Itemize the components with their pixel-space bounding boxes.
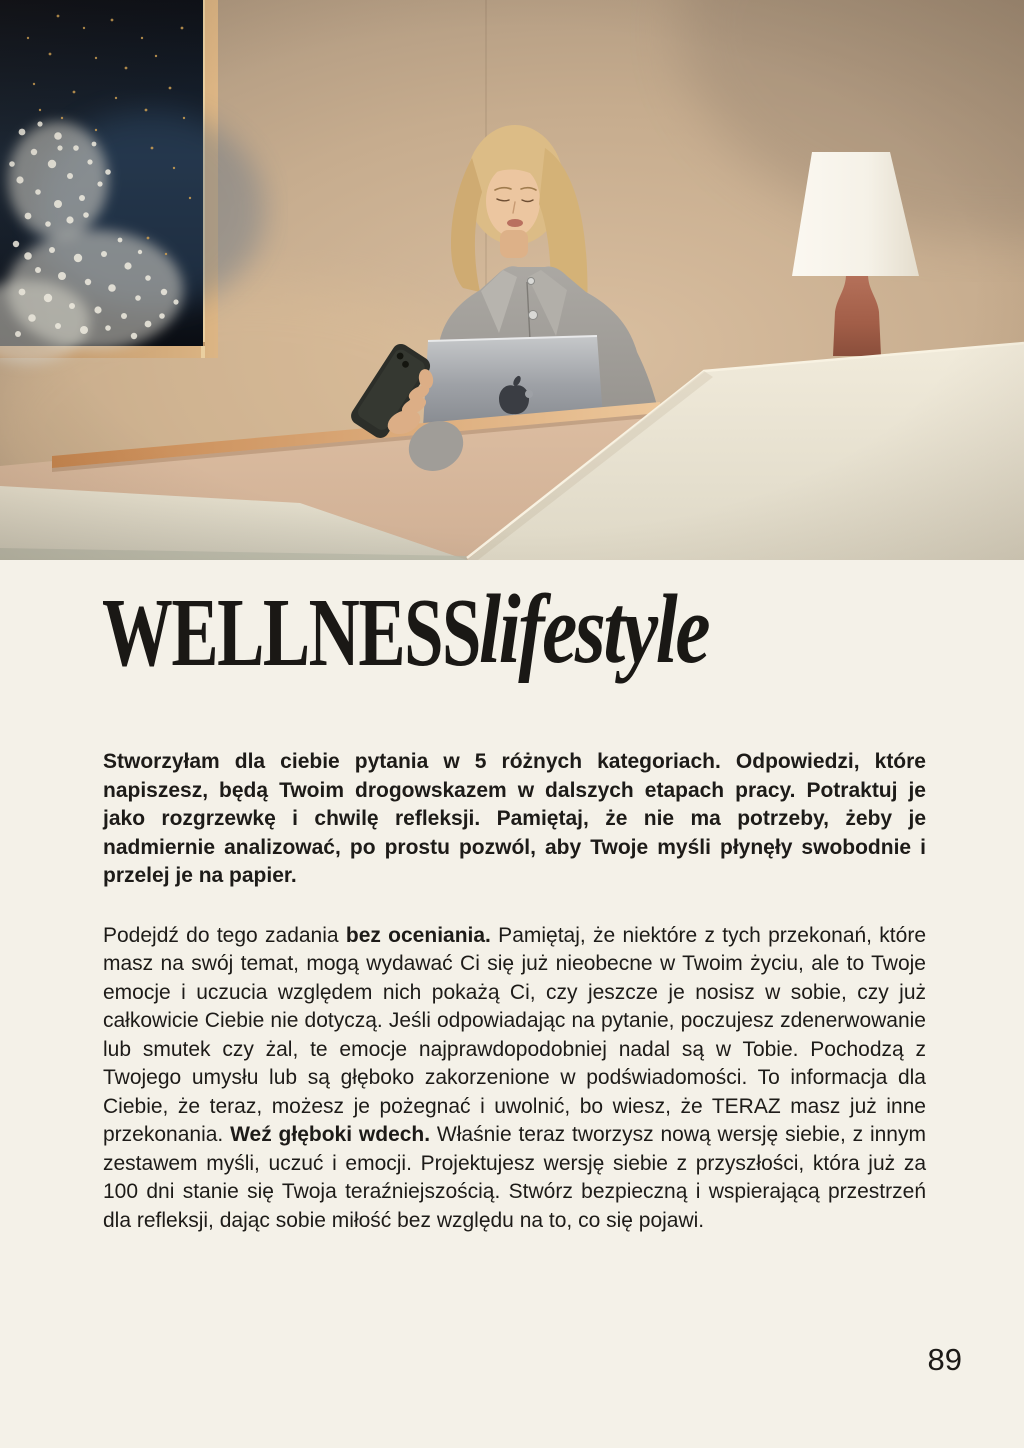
paragraph-segment: Podejdź do tego zadania bbox=[103, 923, 346, 947]
page-number: 89 bbox=[927, 1342, 962, 1377]
intro-paragraph: Stworzyłam dla ciebie pytania w 5 różnych kategoriach. Odpowiedzi, które napiszesz, będą Twoim drogowskazem w dalszych etapach pracy. Potraktuj je jako rozgrzewkę i chwilę refleksji. Pamiętaj, że nie ma potrzeby, żeby je nadmiernie analizować, po prostu pozwól, aby Twoje myśli płynęły swobodnie i przelej je na papier. bbox=[103, 750, 926, 887]
paragraph-segment: Właśnie teraz tworzysz nową wersję siebie, z innym zestawem myśli, uczuć i emocji. Projektujesz wersję siebie z przyszłości, która już za 100 dni stanie się Twoja teraźniejszością. Stwórz bezpieczną i wspierającą przestrzeń dla refleksji, dając sobie miłość bez względu na to, co się pojawi. bbox=[103, 1123, 926, 1232]
hero-photo bbox=[0, 0, 1024, 560]
bold-phrase-deep-breath: Weź głęboki wdech. bbox=[230, 1123, 431, 1146]
bold-phrase-no-judging: bez oceniania. bbox=[345, 923, 491, 947]
photo-vignette bbox=[0, 0, 1024, 560]
paragraph-segment: Pamiętaj, że niektóre z tych przekonań, które masz na swój temat, mogą wydawać Ci się już nieobecne w Twoim życiu, ale to Twoje emocje i uczucia względem nich pokażą Ci, czy jeszcze je nosisz w sobie, czy już całkowicie Ciebie nie dotyczą. Jeśli odpowiadając na pytanie, poczujesz zdenerwowanie lub smutek czy żal, te emocje najprawdopodobniej nadal są w Tobie. Pochodzą z Twojego umysłu lub są głęboko zakorzenione w podświadomości. To informacja dla Ciebie, że teraz, możesz je pożegnać i uwolnić, bo wiesz, że TERAZ masz już inne przekonania. bbox=[103, 923, 926, 1146]
main-paragraph bbox=[103, 922, 926, 1236]
title-lifestyle: lifestyle bbox=[479, 575, 709, 684]
body-copy bbox=[103, 748, 926, 1235]
title-wellness: WELLNESS bbox=[102, 579, 480, 686]
